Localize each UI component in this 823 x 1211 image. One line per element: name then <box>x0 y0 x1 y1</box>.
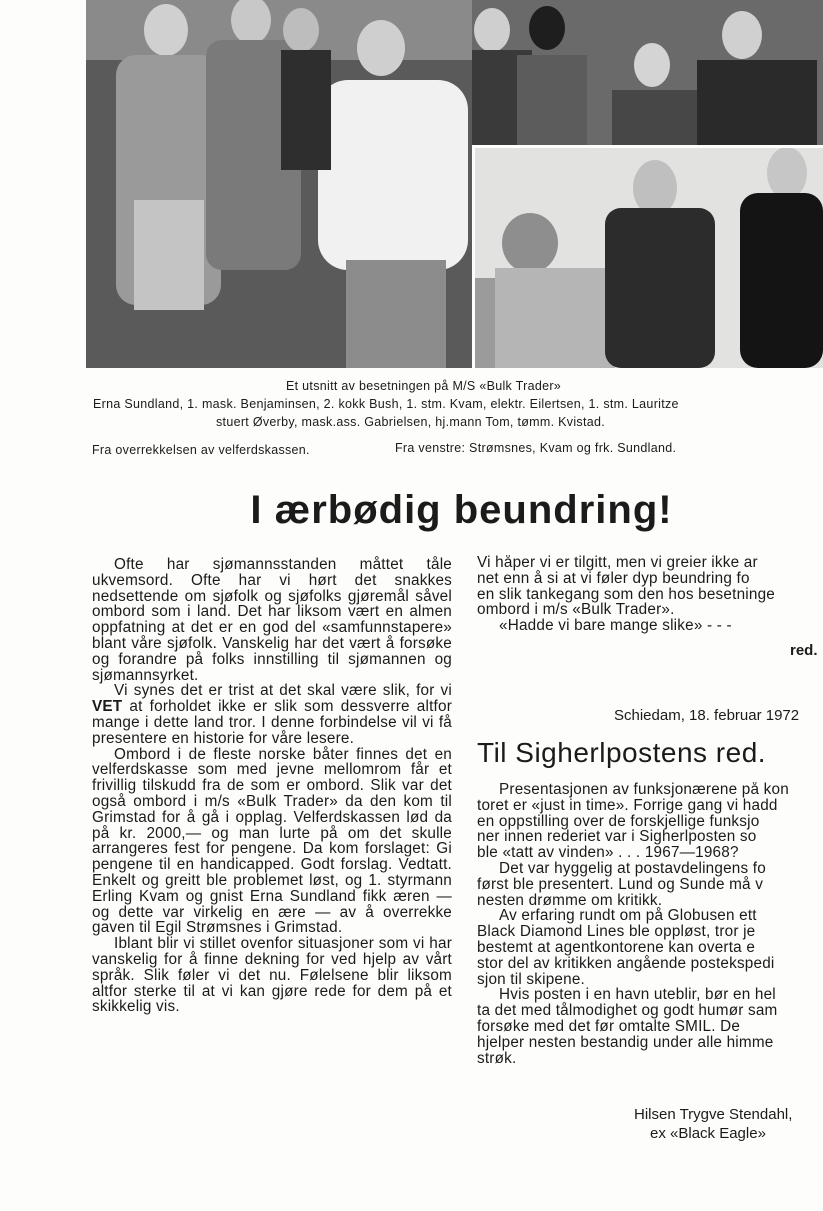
letter-line: Det var hyggelig at postavdelingens fo <box>499 859 766 877</box>
article-line: en slik tankegang som den hos besetninge <box>477 585 775 603</box>
article-line: «Hadde vi bare mange slike» - - - <box>499 617 732 634</box>
letter-line: toret er «just in time». Forrige gang vi hadd <box>477 796 778 814</box>
letter-headline: Til Sigherlpostens red. <box>477 737 767 768</box>
article-paragraph: Iblant blir vi stillet ovenfor situasjoner som vi har vanskelig for å finne dekning for ved hjelp av vårt språk. Slik føler vi det nu. Følelsene blir liksom altfor sterke til at vi kan gjøre rede for dem på et skikkelig vis. <box>92 935 452 1016</box>
letter-dateline: Schiedam, 18. februar 1972 <box>614 707 800 724</box>
letter-line: Presentasjonen av funksjonærene på kon <box>499 782 789 798</box>
letter-line: en oppstilling over de forskjellige funksjo <box>477 812 760 830</box>
letter-line: først ble presentert. Lund og Sunde må v <box>477 875 764 893</box>
letter-paragraph <box>477 861 823 908</box>
letter-signature-ship: ex «Black Eagle» <box>650 1125 766 1142</box>
letter-signature: Hilsen Trygve Stendahl, <box>634 1106 793 1123</box>
letter-line: hjelper nesten bestandig under alle himme <box>477 1033 774 1051</box>
letter-paragraph <box>477 987 823 1066</box>
letter-body <box>477 782 823 1066</box>
handover-photo <box>475 148 823 368</box>
photo-caption-right: Fra venstre: Strømsnes, Kvam og frk. Sundland. <box>395 441 677 455</box>
letter-line: ble «tatt av vinden» . . . 1967—1968? <box>477 844 739 862</box>
article-paragraph: Ofte har sjømannsstanden måttet tåle ukvemsord. Ofte har vi hørt det snakkes nedsettende om sjøfolk og sjøfolks gjøremål såvel ombord som i land. Det har liksom vært en almen oppfatning at det er en god del «samfunnstapere» blant våre sjøfolk. Vanskelig har det vært å forsøke og forandre på folks innstilling til sjømannen og sjømannsyrket. <box>92 556 452 684</box>
letter-line: nesten drømme om kritikk. <box>477 891 663 909</box>
photo-caption-names-2: stuert Øverby, mask.ass. Gabrielsen, hj.mann Tom, tømm. Kvistad. <box>216 415 605 429</box>
crew-group-photo-right <box>472 0 823 145</box>
letter-line: strøk. <box>477 1049 517 1067</box>
letter-paragraph <box>477 782 823 861</box>
letter-line: Av erfaring rundt om på Globusen ett <box>499 907 757 925</box>
article-body-right <box>477 555 823 634</box>
article-line: ombord i m/s «Bulk Trader». <box>477 601 675 619</box>
article-paragraph: Vi synes det er trist at det skal være slik, for vi VET at forholdet ikke er slik som dessverre altfor mange i dette land tror. I denne forbindelse vil vi få presentere en historie for våre lesere. <box>92 682 452 747</box>
article-paragraph: Ombord i de fleste norske båter finnes det en velferdskasse som med jevne mellomrom får et frivillig tilskudd fra de som er ombord. Slik var det også ombord i m/s «Bulk Trader» da den kom til Grimstad for å gå i opplag. Velferdskassen lød da på kr. 2000,— og man lurte på om det skulle arrangeres fest for pengene. Da kom forslaget: Gi pengene til en handicapped. Godt forslag. Vedtatt. Enkelt og greitt ble problemet løst, og 1. styrmann Erling Kvam og gnist Erna Sundland fikk æren — og dette var virkelig en ære — av å overrekke gaven til Egil Strømsnes i Grimstad. <box>92 745 452 937</box>
letter-paragraph <box>477 908 823 987</box>
letter-line: ta det med tålmodighet og godt humør sam <box>477 1002 778 1020</box>
letter-line: Hvis posten i en havn uteblir, bør en hel <box>499 986 776 1004</box>
letter-line: stor del av kritikken angående postekspedi <box>477 954 775 972</box>
article-line: net enn å si at vi føler dyp beundring fo <box>477 569 750 587</box>
letter-line: ner innen rederiet var i Sigherlposten so <box>477 828 757 846</box>
letter-line: sjon til skipene. <box>477 970 585 988</box>
photo-caption-left: Fra overrekkelsen av velferdskassen. <box>92 443 310 457</box>
letter-line: bestemt at agentkontorene kan overta e <box>477 938 756 956</box>
letter-line: forsøke med det før omtalte SMIL. De <box>477 1017 741 1035</box>
letter-line: Black Diamond Lines ble oppløst, tror je <box>477 923 756 941</box>
article-body-left <box>92 557 452 1015</box>
crew-group-photo <box>86 0 472 368</box>
article-signature: red. <box>790 642 818 659</box>
photo-caption-title: Et utsnitt av besetningen på M/S «Bulk Trader» <box>286 379 562 393</box>
article-headline: I ærbødig beundring! <box>250 488 673 532</box>
photo-caption-names-1: Erna Sundland, 1. mask. Benjaminsen, 2. kokk Bush, 1. stm. Kvam, elektr. Eilertsen, 1. stm. Lauritze <box>93 397 679 411</box>
article-line: Vi håper vi er tilgitt, men vi greier ikke ar <box>477 555 758 571</box>
